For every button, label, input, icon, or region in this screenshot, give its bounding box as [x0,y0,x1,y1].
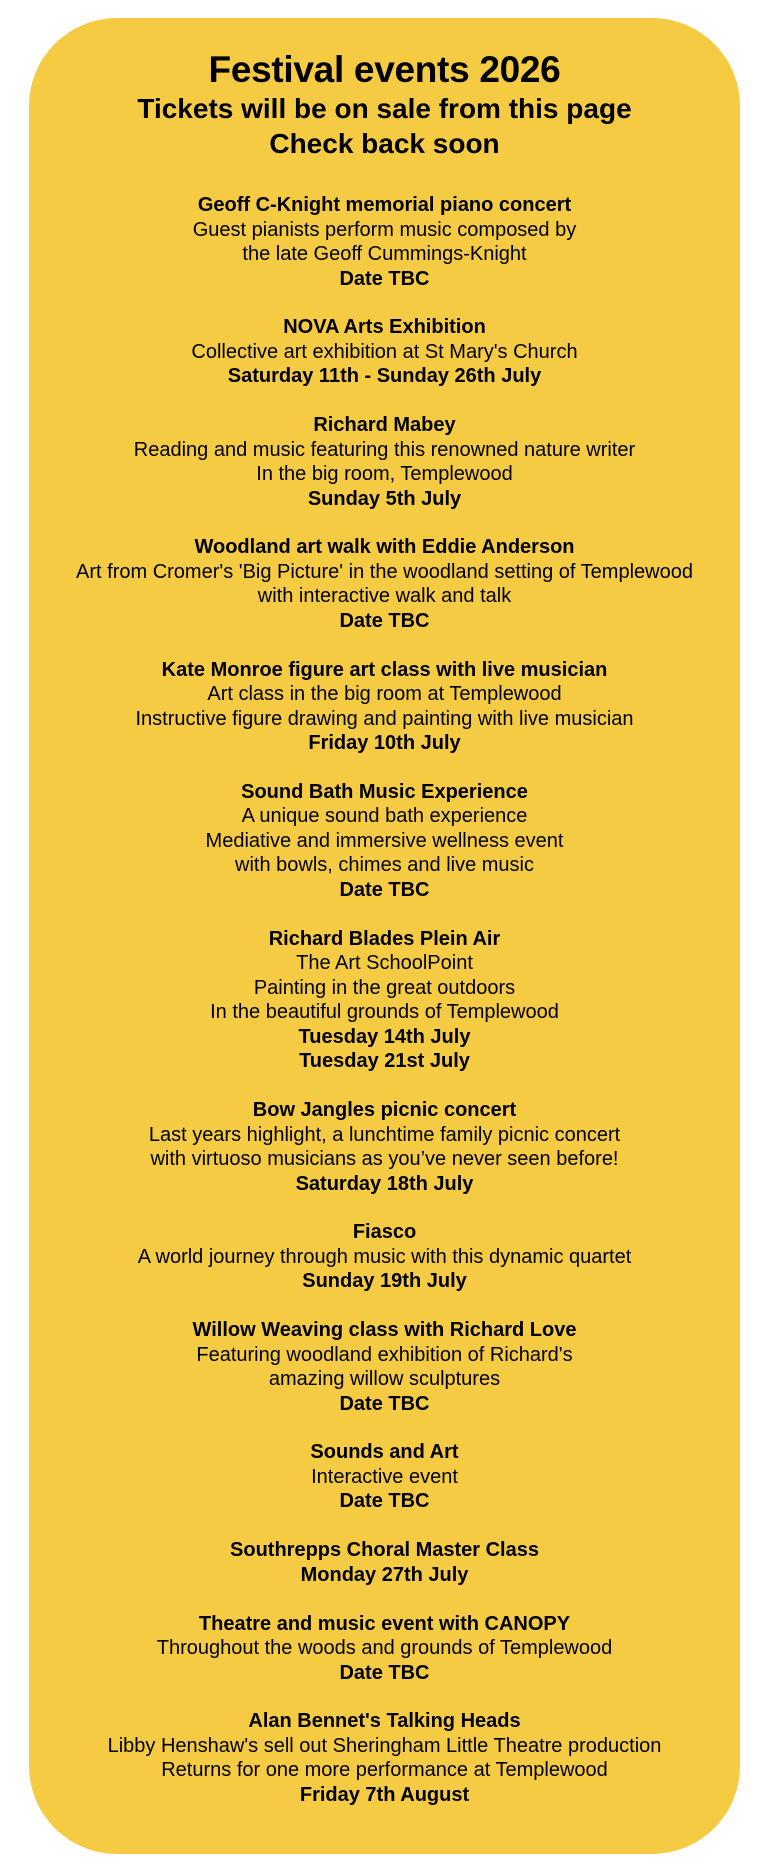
event-date: Date TBC [339,609,430,632]
event-date: Monday 27th July [300,1563,469,1586]
event-date: Sunday 5th July [307,487,462,510]
event-detail: In the beautiful grounds of Templewood [210,1001,559,1024]
event-item [29,315,740,389]
event-title: NOVA Arts Exhibition [283,316,486,339]
page-title: Festival events 2026 [208,49,561,90]
event-date: Tuesday 14th July [298,1025,471,1048]
event-detail: Mediative and immersive wellness event [205,829,564,852]
event-date: Saturday 18th July [295,1172,474,1195]
event-detail: Art from Cromer's 'Big Picture' in the woodland setting of Templewood [76,560,693,583]
event-date: Date TBC [339,1392,430,1415]
event-item [29,413,740,511]
event-title: Richard Blades Plein Air [268,927,501,950]
event-detail: Painting in the great outdoors [253,976,516,999]
event-item [29,1318,740,1416]
event-date: Sunday 19th July [302,1270,467,1293]
event-item [29,1538,740,1587]
event-date: Saturday 11th - Sunday 26th July [227,365,542,388]
event-detail: Collective art exhibition at St Mary's Church [191,340,578,363]
event-detail: Featuring woodland exhibition of Richard's [196,1343,573,1366]
event-title: Theatre and music event with CANOPY [198,1612,571,1635]
event-detail: with virtuoso musicians as you’ve never seen before! [150,1148,619,1171]
event-date: Date TBC [339,1661,430,1684]
event-detail: Last years highlight, a lunchtime family picnic concert [148,1123,621,1146]
ticket-notice: Tickets will be on sale from this page [137,93,632,124]
event-title: Willow Weaving class with Richard Love [192,1319,577,1342]
event-date: Date TBC [339,1490,430,1513]
event-item [29,1440,740,1514]
event-detail: Reading and music featuring this renowned nature writer [133,438,636,461]
event-detail: the late Geoff Cummings-Knight [242,243,527,265]
event-detail: Guest pianists perform music composed by [192,218,577,241]
event-detail: A world journey through music with this dynamic quartet [137,1245,632,1268]
event-date: Friday 7th August [299,1783,470,1806]
event-title: Kate Monroe figure art class with live musician [161,658,608,681]
event-detail: Instructive figure drawing and painting with live musician [135,707,634,730]
event-item [29,1612,740,1686]
event-date: Friday 10th July [308,732,461,755]
event-item [29,658,740,756]
events-list [29,193,740,1807]
event-detail: with interactive walk and talk [257,585,512,608]
event-title: Southrepps Choral Master Class [230,1539,539,1562]
event-detail: Returns for one more performance at Templewood [161,1759,608,1782]
event-detail: The Art SchoolPoint [296,952,473,975]
event-item [29,780,740,903]
event-date: Date TBC [339,878,430,901]
event-item [29,927,740,1074]
event-title: Bow Jangles picnic concert [252,1099,517,1122]
event-title: Woodland art walk with Eddie Anderson [194,536,575,559]
event-item [29,535,740,633]
event-item [29,193,740,291]
event-detail: A unique sound bath experience [241,805,528,828]
event-detail: In the big room, Templewood [256,463,513,486]
event-detail: with bowls, chimes and live music [235,854,534,877]
event-detail: Throughout the woods and grounds of Templewood [156,1637,613,1660]
event-title: Sounds and Art [310,1441,459,1464]
check-back-notice: Check back soon [269,128,500,159]
event-title: Fiasco [352,1221,417,1244]
event-item [29,1709,740,1807]
event-date: Tuesday 21st July [299,1050,470,1073]
event-detail: Art class in the big room at Templewood [207,683,562,706]
event-detail: amazing willow sculptures [268,1368,501,1391]
event-detail: Interactive event [311,1465,458,1488]
event-item [29,1098,740,1196]
event-date: Date TBC [339,267,430,290]
events-header [29,48,740,161]
event-item [29,1220,740,1294]
event-title: Geoff C-Knight memorial piano concert [197,194,572,216]
event-detail: Libby Henshaw's sell out Sheringham Little Theatre production [107,1734,662,1757]
event-title: Richard Mabey [313,414,456,437]
event-title: Alan Bennet's Talking Heads [248,1710,521,1733]
event-title: Sound Bath Music Experience [241,780,528,803]
events-card [29,18,740,1854]
